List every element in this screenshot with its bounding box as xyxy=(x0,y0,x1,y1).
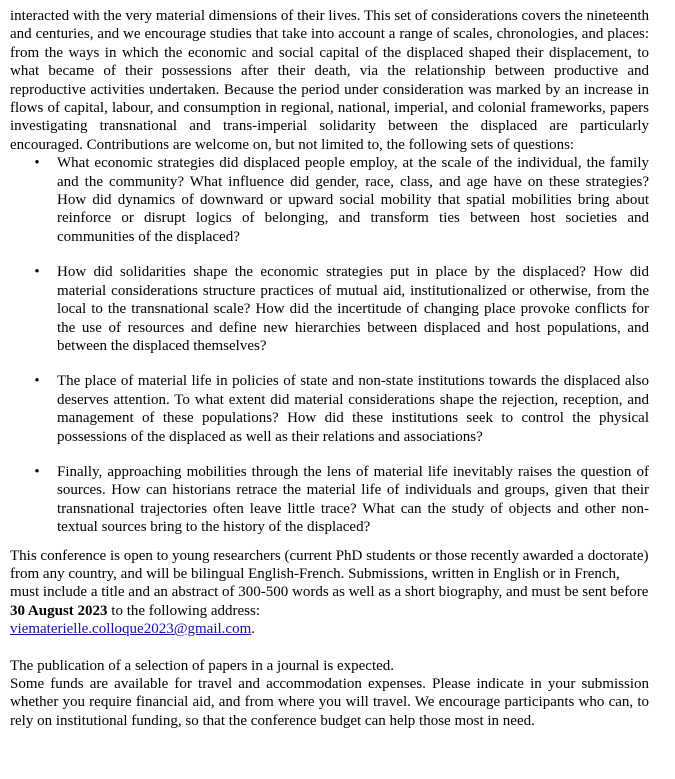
intro-text: interacted with the very material dimensions of their lives. This set of considerations covers the nineteenth and centuries, and we encourage studies that take into account a range of scales, chronologies, and places: from the ways in which the economic and social capital of the displaced shaped their displacement, to what became of their possessions after their death, via the relationship between productive and reproductive activities undertaken. Because the period under consideration was marked by an increase in flows of capital, labour, and consumption in regional, national, imperial, and colonial frameworks, papers investigating transnational and trans-imperial solidarity between the displaced are particularly encouraged. Contributions are welcome on, but not limited to, the following xyxy=(10,8,649,153)
publication-line: The publication of a selection of papers in a journal is expected. xyxy=(10,657,395,674)
intro-paragraph xyxy=(10,7,649,154)
paragraph-gap xyxy=(10,639,649,657)
bullet-icon: • xyxy=(34,373,40,390)
email-trailing: . xyxy=(251,621,255,638)
bullet-icon: • xyxy=(34,463,40,480)
bullet-icon: • xyxy=(34,155,40,172)
question-text: How did solidarities shape the economic strategies put in place by the displaced? How did material considerations structure practices of mutual aid, institutionalized or otherwise, from the local to the transnational scale? How did the incertitude of changing place provoke conflicts for the use of resources and define new hierarchies between displaced and host populations, and between the displaced themselves? xyxy=(57,264,649,354)
email-link[interactable]: viematerielle.colloque2023@gmail.com xyxy=(10,621,252,638)
question-item xyxy=(10,372,649,446)
question-text: The place of material life in policies of state and non-state institutions towards the displaced also deserves attention. To what extent did material considerations shape the rejection, reception, and management of these populations? How did these institutions seek to control the physical possessions of the displaced as well as their relations and associations? xyxy=(57,373,649,445)
conference-text-tail: to the following address: xyxy=(107,602,261,619)
question-text: Finally, approaching mobilities through the lens of material life inevitably raises the question of sources. How can historians retrace the material life of individuals and groups, given that their transnational trajectories often leave little trace? What can the study of objects and other non-textual sources bring to the history of the displaced? xyxy=(57,463,649,536)
question-text: What economic strategies did displaced people employ, at the scale of the individual, the family and the community? What influence did gender, race, class, and age have on these strategies? How did dynamics of downward or upward social mobility that spatial mobilities bring about reinforce or disrupt logics of belonging, and transform ties between host societies and communities of the displaced? xyxy=(57,155,649,245)
bullet-icon: • xyxy=(34,264,40,281)
question-item xyxy=(10,463,649,537)
deadline-date: 30 August 2023 xyxy=(10,602,108,619)
questions-list xyxy=(10,154,649,536)
conference-text: This conference is open to young researchers (current PhD students or those recently awarded a doctorate) from any country, and will be bilingual English-French. Submissions, written in English or in French, must include a title and an abstract of 300-500 words as well as a short biography, and must be sent before xyxy=(10,547,649,601)
conference-paragraph xyxy=(10,547,649,639)
question-item xyxy=(10,154,649,246)
funding-paragraph: Some funds are available for travel and accommodation expenses. Please indicate in your submission whether you require financial aid, and from where you will travel. We encourage participants who can, to rely on institutional funding, so that the conference budget can help those most in need. xyxy=(10,676,649,729)
intro-last-line: sets of questions: xyxy=(470,136,575,153)
question-item xyxy=(10,263,649,355)
